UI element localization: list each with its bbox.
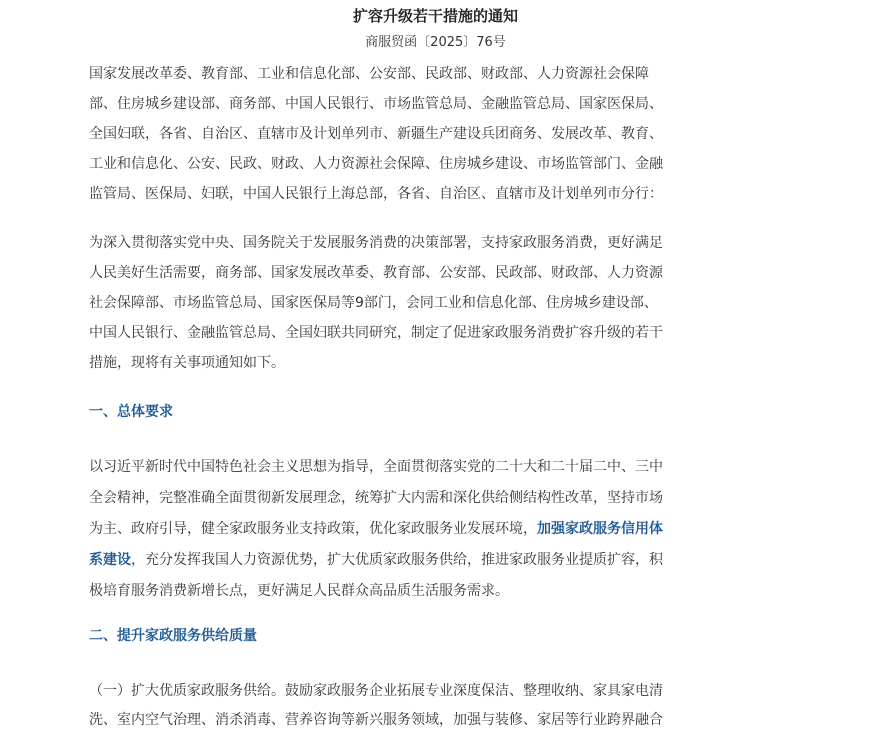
section1-line (89, 550, 663, 570)
highlighted-text: 系建设 (89, 552, 131, 568)
recipients-line: 监管局、医保局、妇联，中国人民银行上海总部，各省、自治区、直辖市及计划单列市分行： (89, 186, 663, 202)
section1-line: 以习近平新时代中国特色社会主义思想为指导，全面贯彻落实党的二十大和二十届二中、三中 (89, 459, 663, 475)
section2-line: （一）扩大优质家政服务供给。鼓励家政服务企业拓展专业深度保洁、整理收纳、家具家电清 (89, 683, 663, 699)
section1-line: 全会精神，完整准确全面贯彻新发展理念，统筹扩大内需和深化供给侧结构性改革，坚持市场 (89, 490, 663, 506)
recipients-line: 全国妇联，各省、自治区、直辖市及计划单列市、新疆生产建设兵团商务、发展改革、教育、 (89, 126, 663, 142)
section2-line: 洗、室内空气治理、消杀消毒、营养咨询等新兴服务领域，加强与装修、家居等行业跨界融合 (89, 712, 663, 728)
section1-text: ，充分发挥我国人力资源优势，扩大优质家政服务供给，推进家政服务业提质扩容，积 (131, 552, 663, 568)
document-title: 扩容升级若干措施的通知 (352, 7, 518, 25)
section-heading-general-requirements: 一、总体要求 (89, 404, 173, 420)
intro-line: 措施，现将有关事项通知如下。 (89, 355, 285, 371)
document-number: 商服贸函〔2025〕76号 (365, 35, 506, 50)
highlighted-text: 加强家政服务信用体 (537, 521, 663, 537)
intro-line: 中国人民银行、金融监管总局、全国妇联共同研究，制定了促进家政服务消费扩容升级的若干 (89, 325, 663, 341)
section1-line: 极培育服务消费新增长点，更好满足人民群众高品质生活服务需求。 (89, 583, 509, 599)
intro-line: 人民美好生活需要，商务部、国家发展改革委、教育部、公安部、民政部、财政部、人力资源 (89, 265, 663, 281)
recipients-line: 国家发展改革委、教育部、工业和信息化部、公安部、民政部、财政部、人力资源社会保障 (89, 66, 649, 82)
section1-text: 为主、政府引导，健全家政服务业支持政策，优化家政服务业发展环境， (89, 521, 537, 537)
intro-line: 为深入贯彻落实党中央、国务院关于发展服务消费的决策部署，支持家政服务消费，更好满足 (89, 235, 663, 251)
recipients-line: 工业和信息化、公安、民政、财政、人力资源社会保障、住房城乡建设、市场监管部门、金融 (89, 156, 663, 172)
section-heading-supply-quality: 二、提升家政服务供给质量 (89, 628, 257, 644)
intro-line: 社会保障部、市场监管总局、国家医保局等9部门，会同工业和信息化部、住房城乡建设部、 (89, 295, 658, 311)
section1-line (89, 519, 663, 539)
recipients-line: 部、住房城乡建设部、商务部、中国人民银行、市场监管总局、金融监管总局、国家医保局、 (89, 96, 663, 112)
